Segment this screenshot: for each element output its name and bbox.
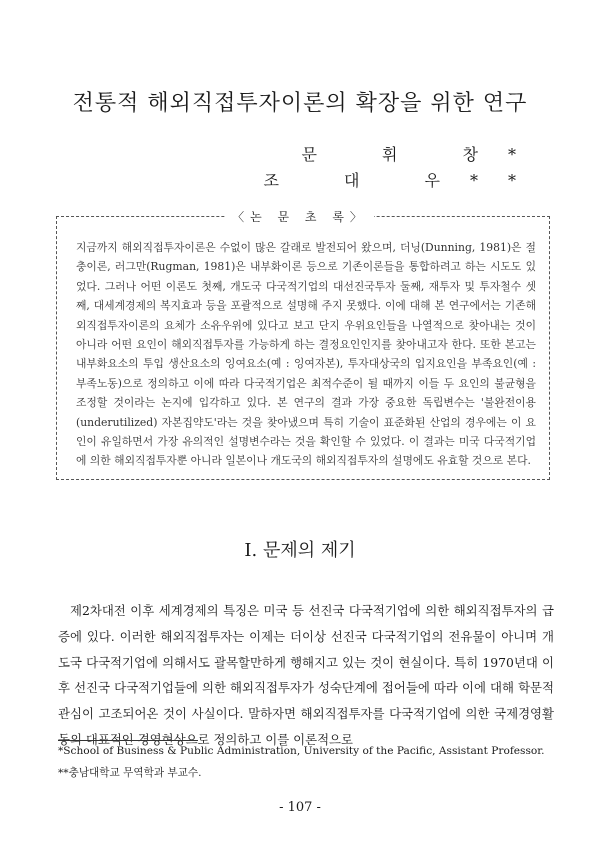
abstract-heading: 〈논 문 초 록〉 <box>226 210 374 224</box>
footnote-divider <box>58 740 198 741</box>
footnote-1: *School of Business & Public Administration, University of the Pacific, Assistant Professor. <box>58 745 545 757</box>
body-text <box>58 598 554 753</box>
author-1: 문 휘 창* <box>301 145 546 164</box>
footnote-2: **충남대학교 무역학과 부교수. <box>58 767 202 779</box>
author-2: 조 대 우** <box>263 171 546 190</box>
section-title: Ⅰ. 문제의 제기 <box>244 540 356 561</box>
abstract-text: 지금까지 해외직접투자이론은 수없이 많은 갈래로 발전되어 왔으며, 더닝(Dunning, 1981)은 절충이론, 러그만(Rugman, 1981)은 내부화이론 등으로 기존이론들을 통합하려고 하는 시도도 있었다. 그러나 어떤 이론도 첫째, 개도국 다국적기업의 대선진국투자 둘째, 재투자 및 투자철수 셋째, 대세계경제의 복지효과 등을 포괄적으로 설명해 주지 못했다. 이에 대해 본 연구에서는 기존해외직접투자이론의 요체가 소유우위에 있다고 보고 단지 우위요인들을 나열적으로 찾아내는 것이 아니라 어떤 요인이 해외직접투자를 가능하게 하는 결정요인인지를 찾아내고자 한다. 또한 본고는 내부화요소의 투입 생산요소의 잉여요소(예 : 잉여자본), 투자대상국의 입지요인을 부족요인(예 : 부족노동)으로 정의하고 이에 따라 다국적기업은 최적수준이 될 때까지 이들 두 요인의 불균형을 조정할 것이라는 논지에 입각하고 있다. 본 연구의 결과 가장 중요한 독립변수는 '불완전이용(underutilized) 자본집약도'라는 것을 찾아냈으며 특히 기술이 표준화된 산업의 경우에는 이 요인이 유일하면서 가장 유의적인 설명변수라는 것을 확인할 수 있었다. 이 결과는 미국 다국적기업에 의한 해외직접투자뿐 아니라 일본이나 개도국의 해외직접투자의 설명에도 유효할 것으로 본다. <box>76 241 536 468</box>
page-number: - 107 - <box>279 800 321 815</box>
abstract-heading-wrap <box>0 208 600 225</box>
paper-title: 전통적 해외직접투자이론의 확장을 위한 연구 <box>72 91 528 116</box>
body-paragraph: 제2차대전 이후 세계경제의 특징은 미국 등 선진국 다국적기업에 의한 해외직접투자의 급증에 있다. 이러한 해외직접투자는 이제는 더이상 선진국 다국적기업의 전유물이 아니며 개도국 다국적기업에 의해서도 괄목할만하게 행해지고 있는 것이 현실이다. 특히 1970년대 이후 선진국 다국적기업들에 의한 해외직접투자가 성숙단계에 접어들에 따라 이에 대해 학문적 관심이 고조되어온 것이 사실이다. 말하자면 해외직접투자를 다국적기업에 의한 국제경영활동의 대표적인 경영현상으로 정의하고 이를 이론적으로 <box>58 603 554 747</box>
